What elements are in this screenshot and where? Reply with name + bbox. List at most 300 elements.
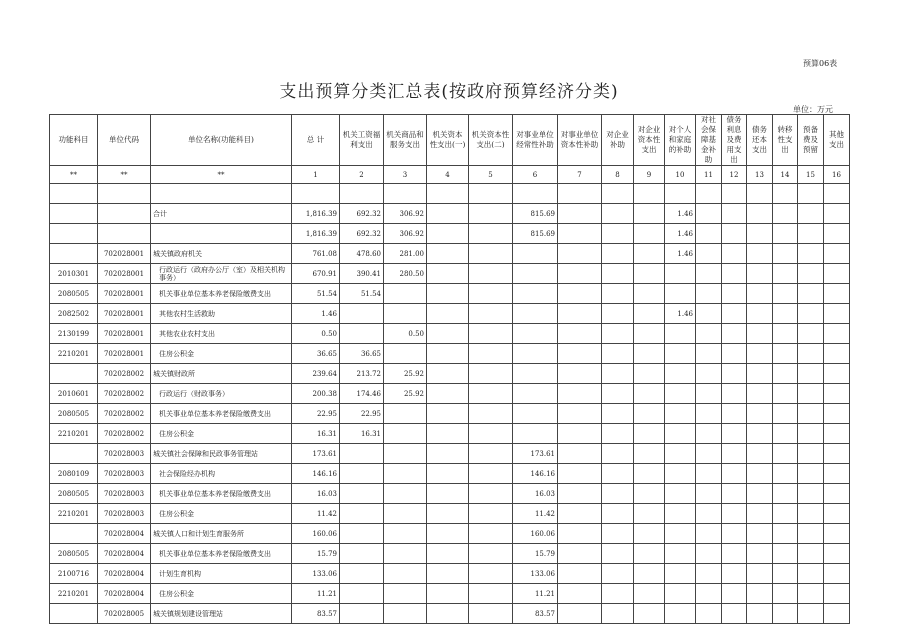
unit-name-cell: 机关事业单位基本养老保险缴费支出 [151,284,292,304]
empty-cell [634,504,665,524]
header-row [50,115,850,166]
amount-cell: 16.03 [292,484,340,504]
empty-cell [722,424,747,444]
table-row [50,284,850,304]
amount-cell: 51.54 [340,284,384,304]
table-row [50,364,850,384]
empty-cell [696,184,722,204]
table-row [50,224,850,244]
amount-cell [665,324,696,344]
amount-cell [384,484,427,504]
empty-cell [427,544,469,564]
amount-cell: 133.06 [513,564,558,584]
empty-cell [722,484,747,504]
empty-cell [798,424,824,444]
empty-cell [747,224,773,244]
empty-cell [773,204,798,224]
table-row [50,344,850,364]
empty-cell [722,364,747,384]
index-cell: 6 [513,166,558,184]
amount-cell [292,184,340,204]
empty-cell [469,604,513,624]
empty-cell [558,344,602,364]
empty-cell [558,424,602,444]
empty-cell [824,364,850,384]
empty-cell [634,224,665,244]
unit-name-cell: 合计 [151,204,292,224]
empty-cell [773,504,798,524]
unit-code-cell: 702028003 [98,484,151,504]
empty-cell [747,424,773,444]
column-header: 功能科目 [50,115,98,166]
function-code-cell: 2210201 [50,584,98,604]
empty-cell [469,564,513,584]
empty-cell [773,464,798,484]
table-row [50,464,850,484]
empty-cell [824,424,850,444]
empty-cell [722,604,747,624]
empty-cell [558,584,602,604]
function-code-cell [50,244,98,264]
table-row [50,424,850,444]
empty-cell [773,364,798,384]
empty-cell [427,384,469,404]
empty-cell [722,244,747,264]
empty-cell [602,464,634,484]
empty-cell [696,364,722,384]
amount-cell [340,564,384,584]
amount-cell: 11.42 [292,504,340,524]
unit-code-cell: 702028003 [98,444,151,464]
amount-cell [384,464,427,484]
unit-code-cell: 702028003 [98,504,151,524]
amount-cell: 815.69 [513,204,558,224]
empty-cell [798,564,824,584]
function-code-cell: 2080109 [50,464,98,484]
empty-cell [558,464,602,484]
empty-cell [696,484,722,504]
amount-cell [513,304,558,324]
empty-cell [747,324,773,344]
empty-cell [798,604,824,624]
empty-cell [558,204,602,224]
empty-cell [824,444,850,464]
empty-cell [634,204,665,224]
empty-cell [747,304,773,324]
unit-code-cell [98,204,151,224]
empty-cell [558,184,602,204]
empty-cell [634,604,665,624]
unit-label: 单位：万元 [793,105,833,114]
amount-cell: 1,816.39 [292,204,340,224]
empty-cell [602,284,634,304]
empty-cell [558,604,602,624]
amount-cell [340,304,384,324]
amount-cell: 670.91 [292,264,340,284]
column-header: 预备费及预留 [798,115,824,166]
amount-cell [384,284,427,304]
unit-code-cell: 702028001 [98,264,151,284]
empty-cell [722,504,747,524]
empty-cell [798,244,824,264]
amount-cell: 1.46 [292,304,340,324]
empty-cell [558,364,602,384]
amount-cell [384,604,427,624]
empty-cell [634,424,665,444]
amount-cell: 15.79 [292,544,340,564]
index-cell: 9 [634,166,665,184]
empty-cell [634,584,665,604]
empty-cell [722,384,747,404]
amount-cell: 16.31 [340,424,384,444]
empty-cell [469,224,513,244]
empty-cell [747,444,773,464]
amount-cell [665,284,696,304]
empty-cell [798,544,824,564]
function-code-cell [50,444,98,464]
amount-cell: 11.42 [513,504,558,524]
empty-cell [558,504,602,524]
empty-cell [722,224,747,244]
empty-cell [634,284,665,304]
index-cell: 16 [824,166,850,184]
amount-cell: 83.57 [513,604,558,624]
function-code-cell: 2080505 [50,284,98,304]
empty-cell [602,264,634,284]
empty-cell [747,364,773,384]
empty-cell [469,484,513,504]
column-header: 机关资本性支出(一) [427,115,469,166]
empty-cell [634,464,665,484]
amount-cell: 11.21 [292,584,340,604]
unit-name-cell: 城关镇政府机关 [151,244,292,264]
empty-cell [427,204,469,224]
function-code-cell: 2100716 [50,564,98,584]
function-code-cell [50,184,98,204]
empty-cell [696,224,722,244]
empty-cell [773,444,798,464]
empty-cell [773,544,798,564]
function-code-cell [50,204,98,224]
empty-cell [634,444,665,464]
table-row [50,524,850,544]
unit-code-cell: 702028001 [98,304,151,324]
amount-cell [665,464,696,484]
empty-cell [469,584,513,604]
amount-cell [665,524,696,544]
empty-cell [824,384,850,404]
amount-cell [384,504,427,524]
column-header: 对个人和家庭的补助 [665,115,696,166]
unit-code-cell: 702028001 [98,324,151,344]
empty-cell [427,344,469,364]
empty-cell [427,224,469,244]
empty-cell [602,244,634,264]
empty-cell [634,304,665,324]
empty-cell [722,344,747,364]
amount-cell [384,444,427,464]
amount-cell [340,544,384,564]
empty-cell [824,544,850,564]
empty-cell [798,264,824,284]
empty-cell [798,184,824,204]
column-header: 单位代码 [98,115,151,166]
unit-name-cell: 其他农村生活救助 [151,304,292,324]
function-code-cell: 2080505 [50,544,98,564]
empty-cell [722,584,747,604]
amount-cell: 1.46 [665,204,696,224]
empty-cell [558,524,602,544]
unit-code-cell: 702028005 [98,604,151,624]
amount-cell: 0.50 [384,324,427,344]
empty-cell [798,464,824,484]
empty-cell [634,364,665,384]
column-header: 债务还本支出 [747,115,773,166]
amount-cell [513,404,558,424]
empty-cell [602,304,634,324]
unit-name-cell: 城关镇财政所 [151,364,292,384]
amount-cell [513,244,558,264]
index-cell: 4 [427,166,469,184]
amount-cell: 239.64 [292,364,340,384]
empty-cell [469,424,513,444]
unit-code-cell: 702028002 [98,404,151,424]
amount-cell: 692.32 [340,204,384,224]
column-header: 对事业单位经常性补助 [513,115,558,166]
empty-cell [798,304,824,324]
amount-cell [665,364,696,384]
empty-cell [747,404,773,424]
unit-code-cell: 702028004 [98,524,151,544]
empty-cell [798,384,824,404]
amount-cell [384,584,427,604]
empty-cell [558,384,602,404]
amount-cell [513,284,558,304]
index-cell: 5 [469,166,513,184]
empty-cell [747,264,773,284]
amount-cell [513,384,558,404]
empty-cell [602,204,634,224]
empty-cell [798,284,824,304]
empty-cell [696,264,722,284]
empty-cell [427,404,469,424]
empty-cell [469,304,513,324]
amount-cell: 1,816.39 [292,224,340,244]
function-code-cell: 2080505 [50,404,98,424]
index-cell: 8 [602,166,634,184]
empty-cell [722,564,747,584]
amount-cell [665,184,696,204]
empty-cell [824,524,850,544]
column-header: 单位名称(功能科目) [151,115,292,166]
index-cell: 3 [384,166,427,184]
empty-cell [427,604,469,624]
amount-cell [665,584,696,604]
amount-cell: 83.57 [292,604,340,624]
unit-code-cell: 702028004 [98,544,151,564]
unit-name-cell [151,224,292,244]
column-header: 转移性支出 [773,115,798,166]
empty-cell [696,564,722,584]
budget-table [49,114,850,624]
amount-cell [384,564,427,584]
empty-cell [747,464,773,484]
function-code-cell [50,224,98,244]
empty-cell [798,344,824,364]
empty-cell [427,564,469,584]
amount-cell [384,544,427,564]
amount-cell [513,424,558,444]
amount-cell: 25.92 [384,384,427,404]
column-header: 机关商品和服务支出 [384,115,427,166]
table-row [50,444,850,464]
empty-cell [634,564,665,584]
amount-cell: 22.95 [340,404,384,424]
amount-cell [384,404,427,424]
unit-code-cell: 702028004 [98,564,151,584]
column-header: 对企业补助 [602,115,634,166]
column-header: 其他支出 [824,115,850,166]
empty-cell [824,584,850,604]
amount-cell: 133.06 [292,564,340,584]
amount-cell [340,504,384,524]
amount-cell: 306.92 [384,204,427,224]
index-cell: ** [98,166,151,184]
empty-cell [824,224,850,244]
amount-cell [665,544,696,564]
column-header: 对企业资本性支出 [634,115,665,166]
amount-cell [340,484,384,504]
amount-cell: 173.61 [292,444,340,464]
empty-cell [558,444,602,464]
empty-cell [798,584,824,604]
amount-cell: 22.95 [292,404,340,424]
empty-cell [602,484,634,504]
amount-cell [384,344,427,364]
index-cell: 11 [696,166,722,184]
unit-name-cell: 城关镇社会保障和民政事务管理站 [151,444,292,464]
empty-cell [824,284,850,304]
amount-cell [384,184,427,204]
empty-cell [824,184,850,204]
empty-cell [634,544,665,564]
column-header: 总 计 [292,115,340,166]
empty-cell [602,184,634,204]
unit-name-cell: 住房公积金 [151,424,292,444]
empty-cell [722,264,747,284]
empty-cell [427,504,469,524]
empty-cell [773,384,798,404]
unit-name-cell: 住房公积金 [151,344,292,364]
empty-cell [558,484,602,504]
unit-name-cell [151,184,292,204]
empty-cell [824,404,850,424]
empty-cell [722,444,747,464]
amount-cell [340,464,384,484]
function-code-cell: 2130199 [50,324,98,344]
table-row [50,184,850,204]
empty-cell [798,444,824,464]
amount-cell: 36.65 [340,344,384,364]
empty-cell [824,324,850,344]
unit-code-cell: 702028003 [98,464,151,484]
table-row [50,584,850,604]
empty-cell [602,344,634,364]
empty-cell [824,204,850,224]
empty-cell [558,544,602,564]
amount-cell [384,524,427,544]
empty-cell [696,524,722,544]
empty-cell [747,544,773,564]
empty-cell [634,484,665,504]
unit-name-cell: 住房公积金 [151,504,292,524]
empty-cell [469,344,513,364]
empty-cell [747,604,773,624]
empty-cell [469,284,513,304]
empty-cell [469,544,513,564]
empty-cell [773,264,798,284]
amount-cell [340,444,384,464]
empty-cell [747,584,773,604]
page-title: 支出预算分类汇总表(按政府预算经济分类) [279,82,619,102]
empty-cell [773,604,798,624]
empty-cell [773,484,798,504]
amount-cell: 692.32 [340,224,384,244]
table-row [50,484,850,504]
empty-cell [824,604,850,624]
empty-cell [634,344,665,364]
amount-cell: 51.54 [292,284,340,304]
function-code-cell: 2082502 [50,304,98,324]
empty-cell [469,364,513,384]
amount-cell [513,264,558,284]
empty-cell [696,584,722,604]
empty-cell [427,584,469,604]
empty-cell [824,484,850,504]
index-cell: ** [50,166,98,184]
empty-cell [427,424,469,444]
empty-cell [558,284,602,304]
empty-cell [696,444,722,464]
function-code-cell: 2080505 [50,484,98,504]
amount-cell: 280.50 [384,264,427,284]
empty-cell [602,544,634,564]
empty-cell [696,344,722,364]
unit-name-cell: 机关事业单位基本养老保险缴费支出 [151,544,292,564]
amount-cell: 478.60 [340,244,384,264]
empty-cell [427,284,469,304]
amount-cell: 11.21 [513,584,558,604]
unit-name-cell: 行政运行（政府办公厅（室）及相关机构事务） [151,264,292,284]
empty-cell [558,324,602,344]
unit-code-cell [98,184,151,204]
index-cell: ** [151,166,292,184]
empty-cell [602,604,634,624]
column-header: 对事业单位资本性补助 [558,115,602,166]
amount-cell: 390.41 [340,264,384,284]
empty-cell [427,484,469,504]
index-cell: 7 [558,166,602,184]
table-row [50,264,850,284]
empty-cell [469,244,513,264]
empty-cell [824,244,850,264]
empty-cell [427,464,469,484]
empty-cell [773,564,798,584]
empty-cell [773,324,798,344]
empty-cell [798,504,824,524]
empty-cell [798,524,824,544]
amount-cell: 146.16 [513,464,558,484]
